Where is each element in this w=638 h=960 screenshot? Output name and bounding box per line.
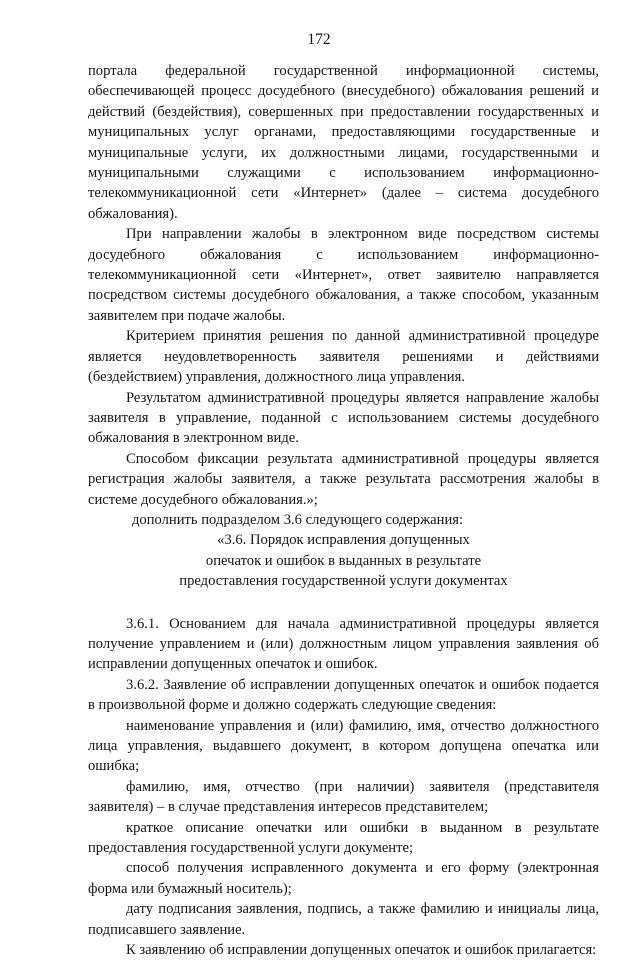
- heading-line: опечаток и ошибок в выданных в результате: [205, 552, 482, 569]
- paragraph: способ получения исправленного документа и его форму (электронная форма или бумажный носитель);: [88, 860, 599, 897]
- paragraph: фамилию, имя, отчество (при наличии) заявителя (представителя заявителя) – в случае представления интересов представителем;: [88, 778, 599, 816]
- paragraph: краткое описание опечатки или ошибки в выданном в результате предоставления государственной услуги документе;: [88, 819, 599, 857]
- heading-line: «3.6. Порядок исправления допущенных: [217, 532, 470, 549]
- paragraph: К заявлению об исправлении допущенных опечаток и ошибок прилагается:: [126, 942, 597, 959]
- heading-line: предоставления государственной услуги документах: [179, 573, 508, 590]
- paragraph: Способом фиксации результата административной процедуры является регистрация жалобы заявителя, а также результата рассмотрения жалобы в системе досудебного обжалования.»;: [88, 450, 599, 508]
- paragraph: 3.6.1. Основанием для начала административной процедуры является получение управлением и (или) должностным лицом управления заявления об исправлении допущенных опечаток и ошибок.: [88, 615, 599, 673]
- document-body: [88, 61, 599, 960]
- paragraph: дату подписания заявления, подпись, а также фамилию и инициалы лица, подписавшего заявление.: [88, 901, 599, 938]
- paragraph: Критерием принятия решения по данной административной процедуре является неудовлетворенность заявителя решениями и действиями (бездействием) управления, должностного лица управления.: [88, 328, 599, 386]
- paragraph: При направлении жалобы в электронном виде посредством системы досудебного обжалования с использованием информационно-телекоммуникационной сети «Интернет», ответ заявителю направляется посредством системы досудебного обжалования, а также способом, указанным заявителем при подаче жалобы.: [88, 226, 599, 324]
- supplement-line: дополнить подразделом 3.6 следующего содержания:: [132, 511, 464, 528]
- paragraph: Результатом административной процедуры является направление жалобы заявителя в управление, поданной с использованием системы досудебного обжалования в электронном виде.: [88, 389, 599, 447]
- section-heading: [88, 530, 599, 591]
- paragraph: портала федеральной государственной информационной системы, обеспечивающей процесс досудебного (внесудебного) обжалования решений и действий (бездействия), совершенных при предоставлении государственных и муниципальных услуг органами, предоставляющими государственные и муниципальные услуги, их должностными лицами, государственными и муниципальными служащими с использованием информационно-телекоммуникационной сети «Интернет» (далее – система досудебного обжалования).: [88, 63, 599, 222]
- paragraph: 3.6.2. Заявление об исправлении допущенных опечаток и ошибок подается в произвольной форме и должно содержать следующие сведения:: [88, 676, 599, 714]
- paragraph: наименование управления и (или) фамилию, имя, отчество должностного лица управления, выдавшего документ, в котором допущена опечатка или ошибка;: [88, 717, 599, 775]
- page-number: 172: [307, 31, 331, 48]
